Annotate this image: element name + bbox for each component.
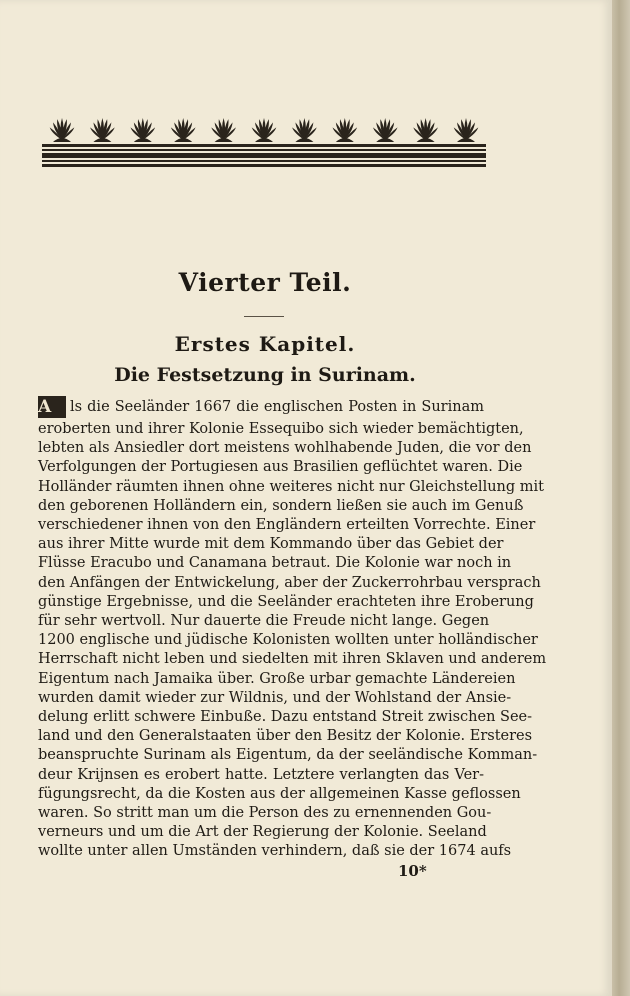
body-line: Holländer räumten ihnen ohne weiteres nicht nur Gleichstellung mit [38, 478, 544, 495]
body-line: waren. So stritt man um die Person des zu ernennenden Gou- [38, 805, 492, 821]
body-line: aus ihrer Mitte wurde mit dem Kommando über das Gebiet der [38, 536, 504, 553]
body-line: den geborenen Holländern ein, sondern ließen sie auch im Genuß [38, 497, 524, 514]
body-line: fügungsrecht, da die Kosten aus der allgemeinen Kasse geflossen [38, 785, 521, 802]
drop-cap: A [38, 396, 66, 418]
body-first-line [38, 396, 484, 418]
palmette-icon [413, 118, 438, 142]
part-title: Vierter Teil. [178, 268, 352, 297]
palmette-icon [171, 118, 196, 142]
body-line: Verfolgungen der Portugiesen aus Brasilien geflüchtet waren. Die [38, 459, 523, 476]
body-line: eroberten und ihrer Kolonie Essequibo sich wieder bemächtigten, [38, 421, 524, 437]
chapter-title: Erstes Kapitel. [174, 332, 356, 356]
palmette-icon [90, 118, 115, 142]
palmette-icon [454, 118, 479, 142]
body-line: deur Krijnsen es erobert hatte. Letztere verlangten das Ver- [38, 766, 484, 783]
signature-mark: 10* [398, 862, 427, 880]
palmette-icon [292, 118, 317, 142]
palmette-ornament-band [42, 108, 486, 172]
body-line: wurden damit wieder zur Wildnis, und der Wohlstand der Ansie- [38, 689, 512, 706]
palmette-icon [50, 118, 75, 142]
title-divider [244, 316, 284, 317]
palmette-icon [211, 118, 236, 142]
body-line: den Anfängen der Entwickelung, aber der Zuckerrohrbau versprach [38, 574, 541, 591]
body-line: Flüsse Eracubo und Canamana betraut. Die Kolonie war noch in [38, 555, 512, 572]
first-line-text: ls die Seeländer 1667 die englischen Posten in Surinam [70, 399, 484, 415]
body-line: delung erlitt schwere Einbuße. Dazu entstand Streit zwischen See- [38, 709, 533, 725]
palmette-icon [333, 118, 358, 142]
body-line: wollte unter allen Umständen verhindern, daß sie der 1674 aufs [38, 843, 512, 860]
body-line: verschiedener ihnen von den Engländern erteilten Vorrechte. Einer [38, 517, 536, 533]
palmette-icon [373, 118, 398, 142]
palmette-icon [252, 118, 277, 142]
body-line: Eigentum nach Jamaika über. Große urbar gemachte Ländereien [38, 670, 516, 687]
body-line: 1200 englische und jüdische Kolonisten wollten unter holländischer [38, 632, 538, 649]
section-title: Die Festsetzung in Surinam. [114, 364, 416, 386]
body-line: beanspruchte Surinam als Eigentum, da der seeländische Komman- [38, 747, 538, 764]
body-line: Herrschaft nicht leben und siedelten mit ihren Sklaven und anderem [38, 651, 547, 668]
body-line: land und den Generalstaaten über den Besitz der Kolonie. Ersteres [38, 728, 533, 745]
body-line: günstige Ergebnisse, und die Seeländer erachteten ihre Eroberung [38, 593, 534, 610]
body-line: verneurs und um die Art der Regierung der Kolonie. Seeland [38, 824, 487, 841]
body-line: lebten als Ansiedler dort meistens wohlhabende Juden, die vor den [38, 440, 532, 457]
page-edge [612, 0, 630, 996]
palmette-icon [131, 118, 156, 142]
body-line: für sehr wertvoll. Nur dauerte die Freude nicht lange. Gegen [38, 613, 490, 629]
